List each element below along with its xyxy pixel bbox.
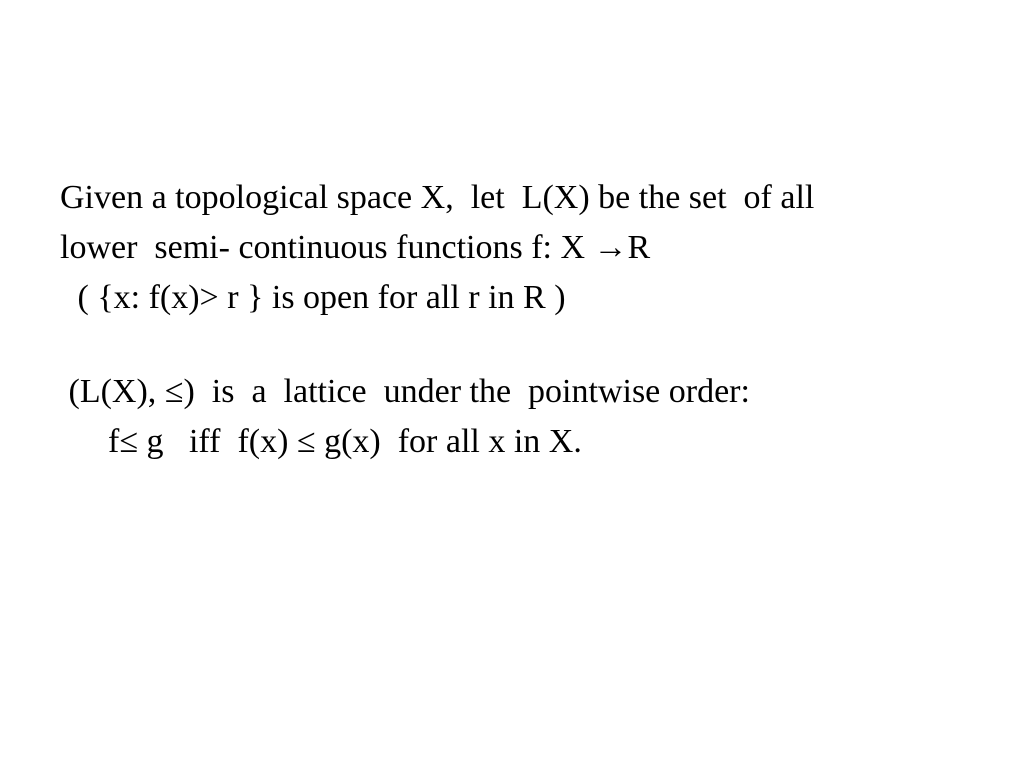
definition-line-3: ( {x: f(x)> r } is open for all r in R ) <box>69 279 566 316</box>
definition-paragraph <box>60 173 1000 323</box>
lattice-paragraph <box>60 367 1000 467</box>
definition-line-1: Given a topological space X, let L(X) be the set of all <box>60 179 815 216</box>
lattice-line-1: (L(X), ≤) is a lattice under the pointwise order: <box>60 373 750 410</box>
lattice-line-2: f≤ g iff f(x) ≤ g(x) for all x in X. <box>108 423 582 460</box>
definition-line-2: lower semi- continuous functions f: X →R <box>60 229 651 266</box>
